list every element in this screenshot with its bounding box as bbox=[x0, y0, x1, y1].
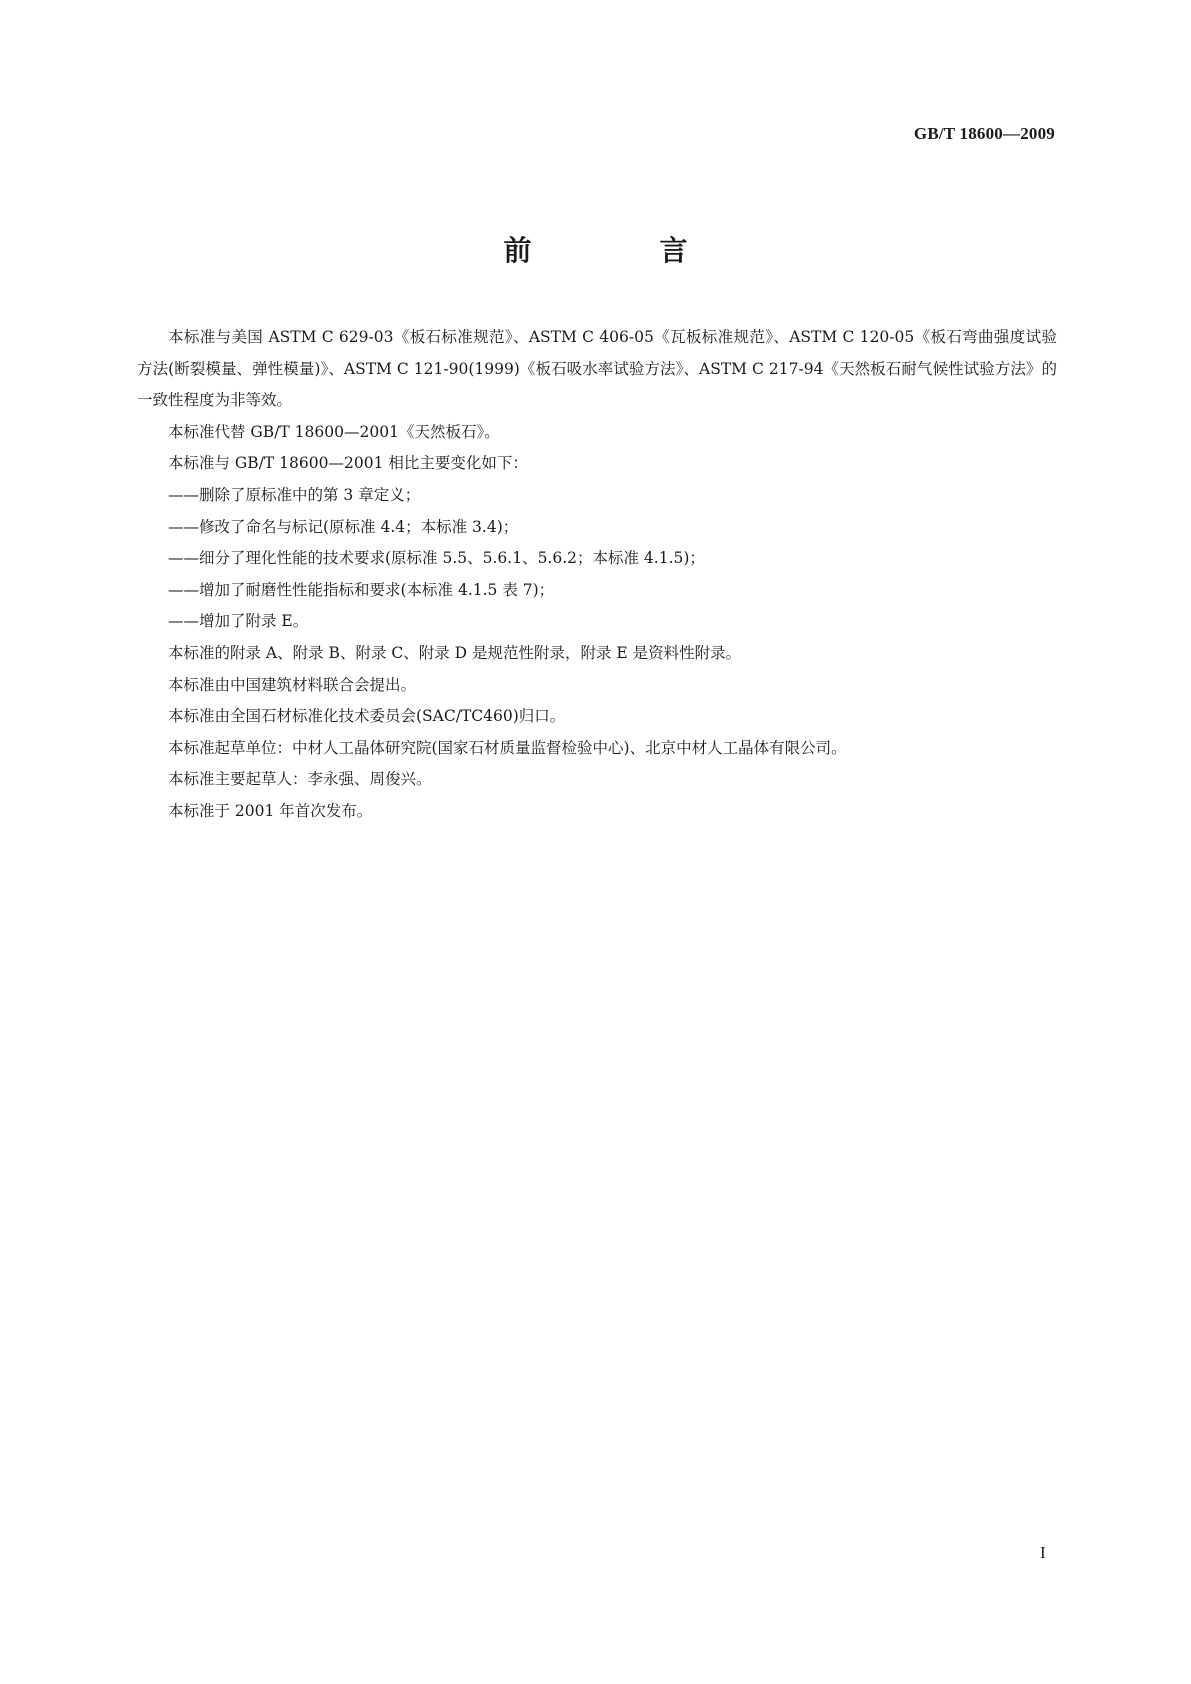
page-title: 前 言 bbox=[503, 234, 738, 267]
change-item: ——删除了原标准中的第 3 章定义； bbox=[168, 485, 421, 504]
standard-code: GB/T 18600—2009 bbox=[913, 124, 1055, 143]
paragraph-first-issue: 本标准于 2001 年首次发布。 bbox=[168, 801, 373, 820]
paragraph-drafters: 本标准主要起草人：李永强、周俊兴。 bbox=[168, 770, 432, 789]
paragraph-equivalence: 本标准与美国 ASTM C 629-03《板石标准规范》、ASTM C 406-05《瓦板标准规范》、ASTM C 120-05《板石弯曲强度试验方法(断裂模量、弹性模量)》、ASTM C 121-90(1999)《板石吸水率试验方法》、ASTM C 217-94《天然板石耐气候性试验方法》的一致性程度为非等效。 bbox=[137, 328, 1057, 410]
paragraph-annexes: 本标准的附录 A、附录 B、附录 C、附录 D 是规范性附录，附录 E 是资料性附录。 bbox=[168, 643, 742, 662]
change-item: ——增加了耐磨性性能指标和要求(本标准 4.1.5 表 7)； bbox=[168, 580, 555, 599]
paragraph-changes-intro: 本标准与 GB/T 18600—2001 相比主要变化如下： bbox=[168, 454, 528, 473]
paragraph-proposed-by: 本标准由中国建筑材料联合会提出。 bbox=[168, 675, 417, 694]
change-item: ——细分了理化性能的技术要求(原标准 5.5、5.6.1、5.6.2；本标准 4.1.5)； bbox=[168, 549, 705, 568]
change-item: ——增加了附录 E。 bbox=[168, 612, 309, 631]
paragraph-drafting-units: 本标准起草单位：中材人工晶体研究院(国家石材质量监督检验中心)、北京中材人工晶体有限公司。 bbox=[168, 738, 847, 757]
paragraph-replaces: 本标准代替 GB/T 18600—2001《天然板石》。 bbox=[168, 422, 500, 441]
paragraph-centralized-by: 本标准由全国石材标准化技术委员会(SAC/TC460)归口。 bbox=[168, 707, 566, 726]
change-item: ——修改了命名与标记(原标准 4.4；本标准 3.4)； bbox=[168, 517, 519, 536]
page-number: I bbox=[1040, 1543, 1046, 1562]
foreword-body bbox=[137, 322, 1057, 828]
